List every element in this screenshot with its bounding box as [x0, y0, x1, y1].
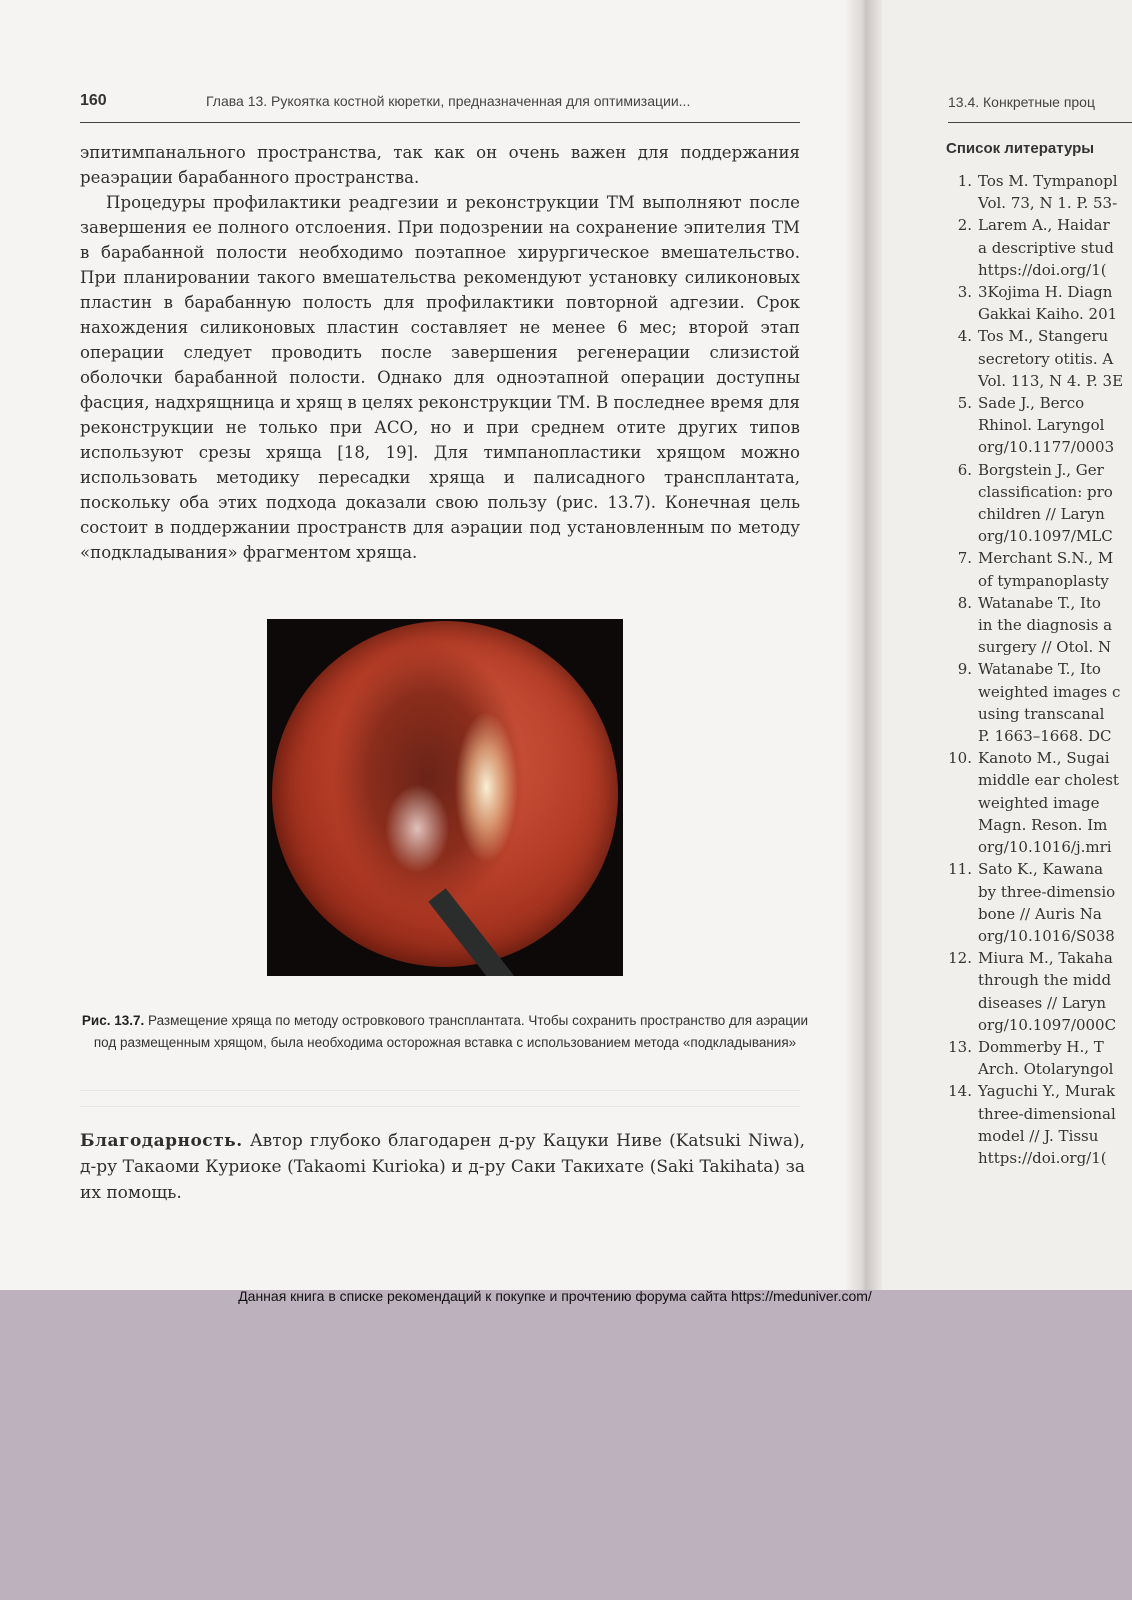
references-heading: Список литературы: [946, 140, 1095, 157]
reference-line: children // Laryn: [978, 505, 1105, 524]
reference-line: by three-dimensio: [978, 882, 1116, 901]
footer-banner: Данная книга в списке рекомендаций к покупке и прочтению форума сайта https://meduniver.com/: [238, 1288, 872, 1304]
reference-item: [948, 547, 1132, 591]
reference-line: three-dimensional: [978, 1104, 1116, 1123]
reference-line: Watanabe T., Ito: [978, 660, 1101, 679]
reference-line: Kanoto M., Sugai: [978, 749, 1110, 768]
reference-number: 14.: [948, 1082, 972, 1101]
reference-line: through the midd: [978, 971, 1112, 990]
scan-background: [0, 1290, 1132, 1600]
reference-number: 11.: [948, 860, 972, 879]
acknowledgment-text: Автор глубоко благодарен д-ру Кацуки Ниве (Katsuki Niwa), д-ру Такаоми Куриоке (Takaomi Kurioka) и д-ру Саки Такихате (Saki Takihata) за их помощь.: [80, 1131, 805, 1203]
reference-number: 5.: [957, 394, 972, 413]
reference-item: [948, 459, 1132, 548]
page-number: 160: [80, 92, 107, 109]
reference-line: https://doi.org/1(: [978, 260, 1107, 279]
reference-number: 13.: [948, 1037, 972, 1056]
reference-number: 10.: [948, 749, 972, 768]
reference-line: surgery // Otol. N: [978, 638, 1112, 657]
references-list: [948, 170, 1132, 1169]
reference-line: classification: pro: [978, 482, 1113, 501]
body-text: [80, 140, 800, 565]
reference-line: bone // Auris Na: [978, 904, 1102, 923]
reference-item: [948, 947, 1132, 1036]
running-header: [80, 92, 800, 123]
reference-item: [948, 325, 1132, 392]
reference-line: org/10.1016/j.mri: [978, 838, 1112, 857]
reference-line: Tos M., Stangeru: [978, 327, 1109, 346]
reference-number: 7.: [957, 549, 972, 568]
book-gutter: [846, 0, 882, 1290]
reference-line: Larem A., Haidar: [978, 216, 1110, 235]
reference-line: org/10.1016/S038: [978, 926, 1115, 945]
reference-line: using transcanal: [978, 704, 1105, 723]
reference-line: Watanabe T., Ito: [978, 593, 1101, 612]
reference-line: org/10.1097/MLC: [978, 527, 1113, 546]
reference-number: 3.: [957, 283, 972, 302]
reference-line: Magn. Reson. Im: [978, 815, 1108, 834]
reference-number: 1.: [957, 172, 972, 190]
reference-line: Vol. 113, N 4. P. 3E: [978, 371, 1124, 390]
paragraph-main: Процедуры профилактики реадгезии и реконструкции ТМ выполняют после завершения ее полного отслоения. При подозрении на сохранение эпителия ТМ в барабанной полости необходимо поэтапное хирургическое вмешательство. При планировании такого вмешательства рекомендуют установку силиконовых пластин в барабанную полость для профилактики повторной адгезии. Срок нахождения силиконовых пластин составляет не менее 6 мес; второй этап операции следует проводить после завершения регенерации слизистой оболочки барабанной полости. Однако для одноэтапной операции доступны фасция, надхрящница и хрящ в целях реконструкции ТМ. В последнее время для реконструкции не только при АСО, но и при среднем отите других типов используют срезы хряща [18, 19]. Для тимпанопластики хрящом можно использовать методику пересадки хряща и палисадного трансплантата, поскольку оба этих подхода доказали свою пользу (рис. 13.7). Конечная цель состоит в поддержании пространств для аэрации под установленным по методу «подкладывания» фрагментом хряща.: [80, 193, 800, 562]
reference-line: Tos M. Tympanopl: [978, 172, 1118, 190]
reference-line: P. 1663–1668. DC: [978, 727, 1112, 746]
reference-line: Miura M., Takaha: [978, 949, 1113, 968]
paragraph-continued: эпитимпанального пространства, так как он очень важен для поддержания реаэрации барабанного пространства.: [80, 143, 800, 187]
reference-item: [948, 1080, 1132, 1169]
reference-line: org/10.1097/000C: [978, 1015, 1117, 1034]
reference-item: [948, 747, 1132, 858]
reference-number: 2.: [957, 216, 972, 235]
reference-line: weighted image: [978, 793, 1100, 812]
reference-number: 4.: [957, 327, 972, 346]
figure-label: Рис. 13.7.: [81, 1013, 145, 1028]
reference-line: Arch. Otolaryngol: [978, 1060, 1114, 1079]
reference-number: 12.: [948, 949, 972, 968]
reference-item: [948, 392, 1132, 459]
reference-item: [948, 858, 1132, 947]
reference-line: diseases // Laryn: [978, 993, 1107, 1012]
reference-line: Gakkai Kaiho. 201: [978, 305, 1118, 324]
reference-line: https://doi.org/1(: [978, 1148, 1107, 1167]
reference-item: [948, 281, 1132, 325]
bleed-through-line: [80, 1090, 800, 1091]
reference-line: Sato K., Kawana: [978, 860, 1104, 879]
acknowledgment: [80, 1128, 805, 1206]
reference-line: of tympanoplasty: [978, 571, 1109, 590]
reference-line: model // J. Tissu: [978, 1126, 1099, 1145]
reference-line: Rhinol. Laryngol: [978, 416, 1105, 435]
reference-line: Sade J., Berco: [978, 394, 1085, 413]
reference-line: org/10.1177/0003: [978, 438, 1115, 457]
endoscopic-figure: [267, 619, 623, 976]
reference-item: [948, 592, 1132, 659]
reference-item: [948, 1036, 1132, 1080]
reference-line: Merchant S.N., M: [978, 549, 1114, 568]
reference-line: in the diagnosis a: [978, 616, 1113, 635]
reference-line: middle ear cholest: [978, 771, 1119, 790]
acknowledgment-heading: Благодарность.: [80, 1131, 243, 1151]
figure-caption: [80, 1010, 810, 1054]
figure-caption-text: Размещение хряща по методу островкового трансплантата. Чтобы сохранить пространство для аэрации под размещенным хрящом, была необходима осторожная вставка с использованием метода «подкладывания»: [93, 1013, 809, 1050]
reference-number: 9.: [957, 660, 972, 679]
right-running-header: [948, 92, 1132, 123]
reference-line: weighted images c: [978, 682, 1121, 701]
reference-line: 3Kojima H. Diagn: [978, 283, 1113, 302]
reference-number: 8.: [957, 593, 972, 612]
reference-line: secretory otitis. A: [978, 349, 1114, 368]
reference-line: a descriptive stud: [978, 238, 1114, 257]
reference-item: [948, 214, 1132, 281]
right-running-header-text: 13.4. Конкретные проц: [948, 94, 1095, 110]
reference-line: Vol. 73, N 1. P. 53-: [978, 194, 1118, 213]
chapter-title: Глава 13. Рукоятка костной кюретки, предназначенная для оптимизации...: [206, 93, 691, 109]
bleed-through-line: [80, 1106, 800, 1107]
reference-item: [948, 658, 1132, 747]
reference-line: Dommerby H., T: [978, 1037, 1104, 1056]
reference-item: [948, 170, 1132, 214]
reference-number: 6.: [957, 460, 972, 479]
reference-line: Yaguchi Y., Murak: [978, 1082, 1116, 1101]
reference-line: Borgstein J., Ger: [978, 460, 1104, 479]
